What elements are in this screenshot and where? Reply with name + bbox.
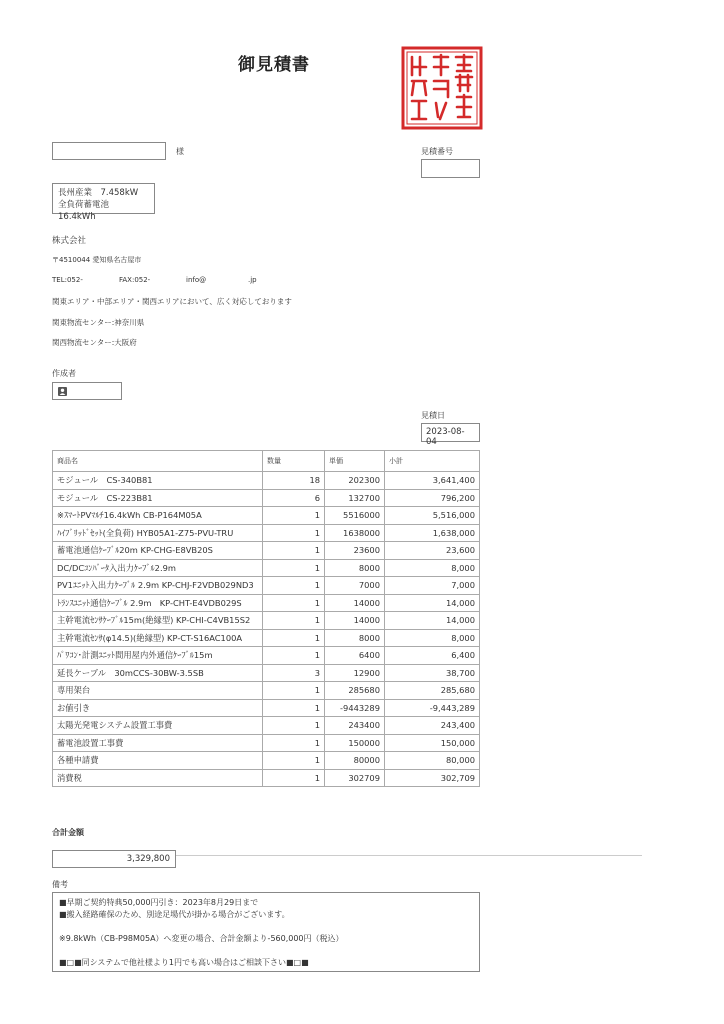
customer-suffix: 様 (176, 147, 184, 156)
cell-product: 主幹電流ｾﾝｻ(φ14.5)(絶縁型) KP-CT-S16AC100A (53, 629, 263, 647)
cell-quantity: 1 (263, 752, 325, 770)
cell-product: 太陽光発電システム設置工事費 (53, 717, 263, 735)
cell-product: 主幹電流ｾﾝｻｹｰﾌﾞﾙ15m(絶縁型) KP-CHI-C4VB15S2 (53, 612, 263, 630)
table-row (53, 524, 480, 542)
cell-unit-price: 243400 (325, 717, 385, 735)
cell-quantity: 1 (263, 629, 325, 647)
cell-subtotal: 285,680 (385, 682, 480, 700)
cell-subtotal: 6,400 (385, 647, 480, 665)
total-divider (176, 855, 642, 856)
cell-quantity: 1 (263, 612, 325, 630)
note-line: ■早期ご契約特典50,000円引き：2023年8月29日まで (59, 898, 259, 907)
cell-unit-price: 285680 (325, 682, 385, 700)
date-label: 見積日 (421, 411, 445, 420)
header-unit-price: 単価 (325, 451, 385, 472)
table-header-row (53, 451, 480, 472)
header-quantity: 数量 (263, 451, 325, 472)
kansai-center: 関西物流センター:大阪府 (52, 338, 137, 347)
author-field[interactable] (52, 382, 122, 400)
cell-subtotal: 8,000 (385, 559, 480, 577)
table-row (53, 559, 480, 577)
cell-quantity: 3 (263, 664, 325, 682)
page-title: 御見積書 (238, 55, 310, 75)
cell-unit-price: 5516000 (325, 507, 385, 525)
total-amount-box (52, 850, 176, 868)
cell-quantity: 1 (263, 507, 325, 525)
estimate-number-field[interactable] (421, 159, 480, 178)
cell-subtotal: 3,641,400 (385, 472, 480, 490)
cell-unit-price: 202300 (325, 472, 385, 490)
note-line (59, 921, 473, 933)
cell-unit-price: 8000 (325, 629, 385, 647)
system-summary-box (52, 183, 155, 222)
date-field[interactable] (421, 423, 480, 447)
cell-product: PV1ﾕﾆｯﾄ入出力ｹｰﾌﾞﾙ 2.9m KP-CHJ-F2VDB029ND3 (53, 577, 263, 595)
cell-unit-price: 6400 (325, 647, 385, 665)
cell-subtotal: 302,709 (385, 769, 480, 787)
cell-unit-price: 7000 (325, 577, 385, 595)
customer-name-field[interactable] (52, 142, 166, 160)
summary-line-1: 長州産業 7.458kW (58, 188, 139, 198)
total-label: 合計金額 (52, 828, 84, 837)
table-row (53, 734, 480, 752)
note-line: ※9.8kWh（CB-P98M05A）へ変更の場合、合計金額より-560,000円（税込） (59, 934, 344, 943)
table-row (53, 612, 480, 630)
cell-quantity: 6 (263, 489, 325, 507)
table-row (53, 699, 480, 717)
notes-box (52, 892, 480, 972)
cell-subtotal: 243,400 (385, 717, 480, 735)
table-row (53, 594, 480, 612)
cell-product: お値引き (53, 699, 263, 717)
cell-unit-price: 14000 (325, 594, 385, 612)
cell-product: 消費税 (53, 769, 263, 787)
note-line: ■□■同システムで他社様より1円でも高い場合はご相談下さい■□■ (59, 958, 309, 967)
table-row (53, 507, 480, 525)
cell-unit-price: 8000 (325, 559, 385, 577)
summary-line-2: 全負荷蓄電池 16.4kWh (58, 200, 110, 222)
cell-product: モジュール CS-223B81 (53, 489, 263, 507)
cell-quantity: 1 (263, 682, 325, 700)
company-tel: TEL:052- (52, 276, 83, 284)
cell-quantity: 1 (263, 577, 325, 595)
notes-label: 備考 (52, 880, 68, 889)
cell-product: ﾄﾗﾝｽﾕﾆｯﾄ通信ｹｰﾌﾞﾙ 2.9m KP-CHT-E4VDB029S (53, 594, 263, 612)
company-name: 株式会社 (52, 236, 87, 246)
table-row (53, 542, 480, 560)
cell-product: 各種申請費 (53, 752, 263, 770)
cell-quantity: 1 (263, 542, 325, 560)
cell-quantity: 1 (263, 769, 325, 787)
date-value: 2023-08-04 (426, 427, 465, 447)
cell-subtotal: 150,000 (385, 734, 480, 752)
table-row (53, 664, 480, 682)
table-row (53, 577, 480, 595)
cell-quantity: 1 (263, 699, 325, 717)
cell-unit-price: 302709 (325, 769, 385, 787)
table-row (53, 472, 480, 490)
estimate-number-label: 見積番号 (421, 147, 453, 156)
company-email-suffix: .jp (248, 276, 257, 284)
cell-subtotal: 80,000 (385, 752, 480, 770)
cell-quantity: 1 (263, 594, 325, 612)
header-subtotal: 小計 (385, 451, 480, 472)
company-fax: FAX:052- (119, 276, 151, 284)
cell-subtotal: 23,600 (385, 542, 480, 560)
cell-subtotal: 796,200 (385, 489, 480, 507)
company-address: 〒4510044 愛知県名古屋市 (52, 256, 142, 264)
table-row (53, 629, 480, 647)
person-icon (58, 387, 67, 396)
cell-product: モジュール CS-340B81 (53, 472, 263, 490)
cell-product: ※ｽﾏｰﾄPVﾏﾙﾁ16.4kWh CB-P164M05A (53, 507, 263, 525)
cell-subtotal: 5,516,000 (385, 507, 480, 525)
cell-quantity: 1 (263, 647, 325, 665)
note-line (59, 945, 473, 957)
cell-unit-price: -9443289 (325, 699, 385, 717)
author-label: 作成者 (52, 369, 76, 378)
cell-unit-price: 1638000 (325, 524, 385, 542)
cell-unit-price: 23600 (325, 542, 385, 560)
table-row (53, 769, 480, 787)
cell-product: 延長ケーブル 30mCCS-30BW-3.5SB (53, 664, 263, 682)
cell-unit-price: 12900 (325, 664, 385, 682)
cell-unit-price: 14000 (325, 612, 385, 630)
table-row (53, 489, 480, 507)
table-row (53, 647, 480, 665)
company-email-prefix: info@ (186, 276, 207, 284)
table-row (53, 682, 480, 700)
cell-product: 専用架台 (53, 682, 263, 700)
cell-subtotal: -9,443,289 (385, 699, 480, 717)
coverage-text: 関東エリア・中部エリア・関西エリアにおいて、広く対応しております (52, 297, 292, 306)
total-amount: 3,329,800 (126, 854, 170, 864)
table-row (53, 717, 480, 735)
cell-subtotal: 14,000 (385, 612, 480, 630)
note-line: ■搬入経路確保のため、別途足場代が掛かる場合がございます。 (59, 910, 290, 919)
items-table (52, 450, 480, 787)
cell-quantity: 18 (263, 472, 325, 490)
cell-product: ﾊﾟﾜｺﾝ･計測ﾕﾆｯﾄ間用屋内外通信ｹｰﾌﾞﾙ15m (53, 647, 263, 665)
table-row (53, 752, 480, 770)
cell-product: 蓄電池通信ｹｰﾌﾞﾙ20m KP-CHG-E8VB20S (53, 542, 263, 560)
cell-unit-price: 80000 (325, 752, 385, 770)
cell-product: ﾊｲﾌﾞﾘｯﾄﾞｾｯﾄ(全負荷) HYB05A1-Z75-PVU-TRU (53, 524, 263, 542)
kanto-center: 関東物流センター:神奈川県 (52, 318, 145, 327)
cell-quantity: 1 (263, 734, 325, 752)
cell-subtotal: 38,700 (385, 664, 480, 682)
cell-quantity: 1 (263, 524, 325, 542)
header-product: 商品名 (53, 451, 263, 472)
cell-subtotal: 1,638,000 (385, 524, 480, 542)
cell-subtotal: 8,000 (385, 629, 480, 647)
cell-product: DC/DCｺﾝﾊﾞｰﾀ入出力ｹｰﾌﾞﾙ2.9m (53, 559, 263, 577)
cell-subtotal: 7,000 (385, 577, 480, 595)
cell-unit-price: 132700 (325, 489, 385, 507)
cell-subtotal: 14,000 (385, 594, 480, 612)
cell-product: 蓄電池設置工事費 (53, 734, 263, 752)
cell-quantity: 1 (263, 717, 325, 735)
company-seal-stamp (400, 45, 484, 131)
cell-unit-price: 150000 (325, 734, 385, 752)
cell-quantity: 1 (263, 559, 325, 577)
